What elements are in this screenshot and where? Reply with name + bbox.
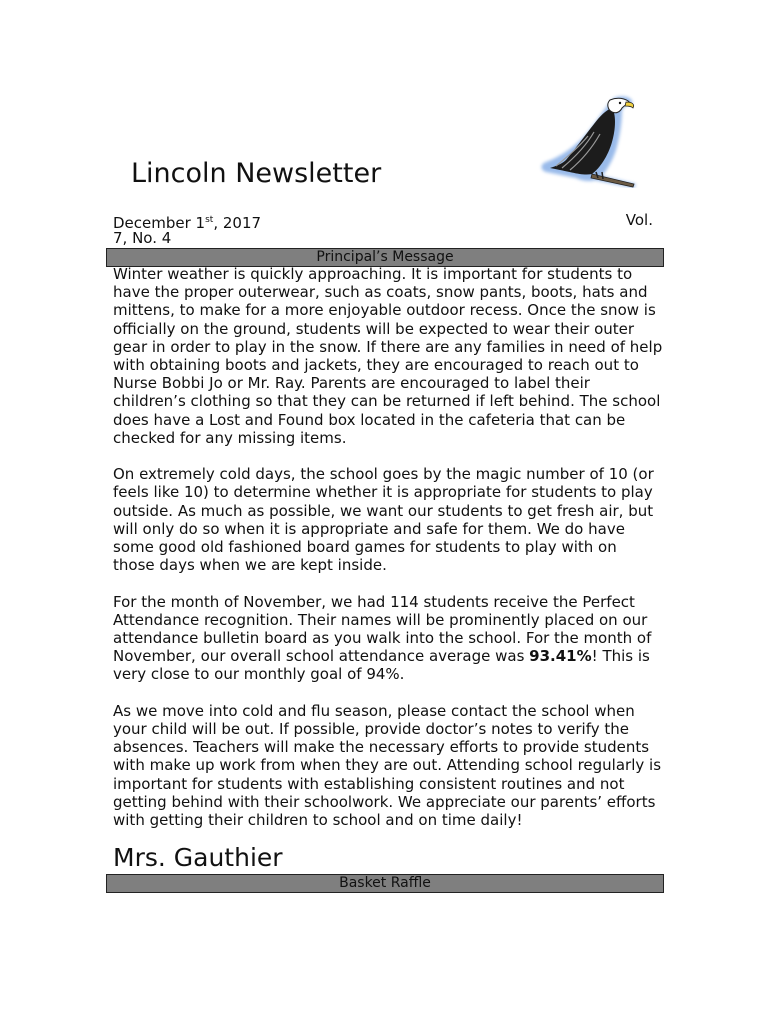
dateline xyxy=(113,211,653,247)
paragraph-flu-season: As we move into cold and flu season, please contact the school when your child will be out. If possible, provide doctor’s notes to verify the absences. Teachers will make the necessary efforts to provide students with make up work from when they are out. Attending school regularly is important for students with establishing consistent routines and not getting behind with their schoolwork. We appreciate our parents’ efforts with getting their children to school and on time daily! xyxy=(113,701,662,830)
attendance-percentage: 93.41% xyxy=(529,647,592,666)
section-header-principals-message: Principal’s Message xyxy=(106,248,664,267)
volume-label: Vol. xyxy=(625,211,653,229)
principals-message-body xyxy=(113,265,663,847)
section-header-basket-raffle: Basket Raffle xyxy=(106,874,664,893)
volume-number: 7, No. 4 xyxy=(113,229,172,247)
paragraph-cold-days: On extremely cold days, the school goes by the magic number of 10 (or feels like 10) to determine whether it is appropriate for students to play outside. As much as possible, we want our students to get fresh air, but will only do so when it is appropriate and safe for them. We do have some good old fashioned board games for students to play with on those days when we are kept inside. xyxy=(113,465,654,575)
signature: Mrs. Gauthier xyxy=(113,843,283,872)
eagle-icon xyxy=(536,92,642,188)
issue-date: December 1st, 2017 xyxy=(113,214,262,232)
newsletter-title: Lincoln Newsletter xyxy=(131,158,382,189)
paragraph-attendance: For the month of November, we had 114 students receive the Perfect Attendance recognition. Their names will be prominently placed on our attendance bulletin board as you walk into the school. For the month of November, our overall school attendance average was 93.41%! This is very close to our monthly goal of 94%. xyxy=(113,592,652,684)
paragraph-winter-wear: Winter weather is quickly approaching. It is important for students to have the proper outerwear, such as coats, snow pants, boots, hats and mittens, to make for a more enjoyable outdoor recess. Once the snow is officially on the ground, students will be expected to wear their outer gear in order to play in the snow. If there are any families in need of help with obtaining boots and jackets, they are encouraged to reach out to Nurse Bobbi Jo or Mr. Ray. Parents are encouraged to label their children’s clothing so that they can be returned if left behind. The school does have a Lost and Found box located in the cafeteria that can be checked for any missing items. xyxy=(113,265,663,447)
